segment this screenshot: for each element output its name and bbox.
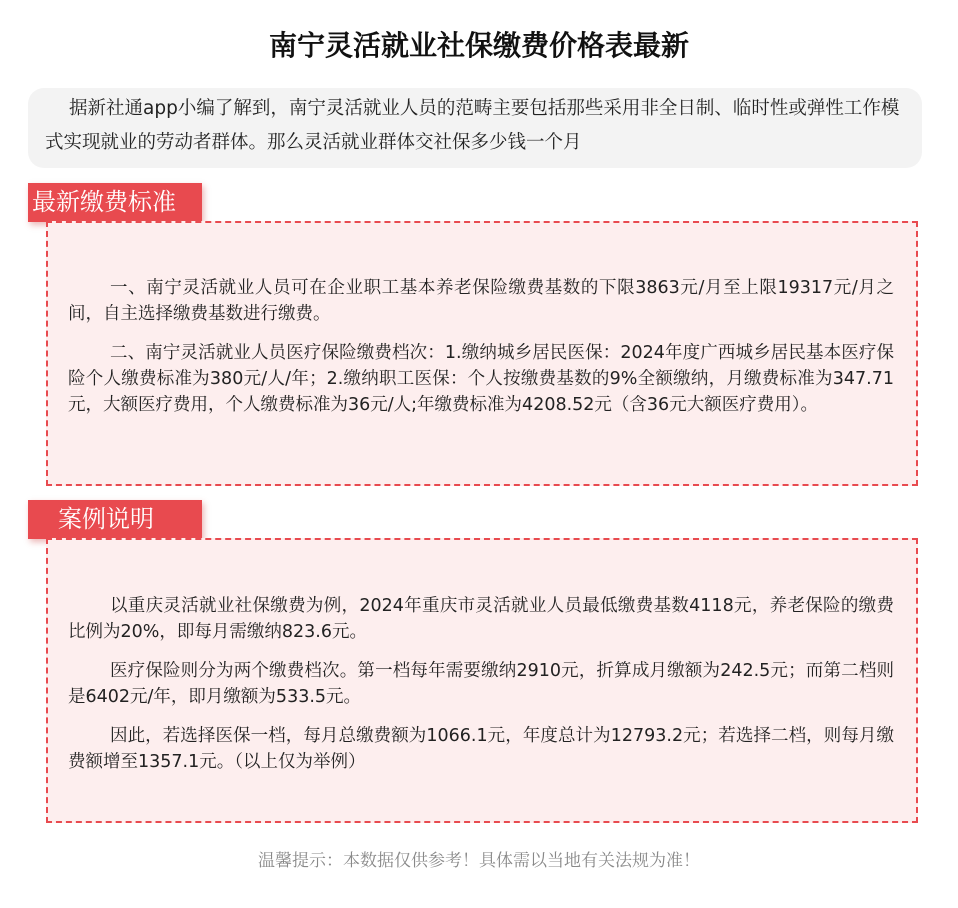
page-title: 南宁灵活就业社保缴费价格表最新	[268, 29, 689, 62]
intro-text: 据新社通app小编了解到，南宁灵活就业人员的范畴主要包括那些采用非全日制、临时性或弹性工作模式实现就业的劳动者群体。那么灵活就业群体交社保多少钱一个月	[45, 98, 900, 153]
paragraph: 二、南宁灵活就业人员医疗保险缴费档次：1.缴纳城乡居民医保：2024年度广西城乡居民基本医疗保险个人缴费标准为380元/人/年；2.缴纳职工医保：个人按缴费基数的9%全额缴纳，月缴费标准为347.71元，大额医疗费用，个人缴费标准为36元/人;年缴费标准为4208.52元（含36元大额医疗费用）。	[68, 343, 894, 415]
intro-box	[28, 88, 922, 168]
paragraph: 医疗保险则分为两个缴费档次。第一档每年需要缴纳2910元，折算成月缴额为242.5元；而第二档则是6402元/年，即月缴额为533.5元。	[68, 661, 894, 707]
paragraph: 因此，若选择医保一档，每月总缴费额为1066.1元，年度总计为12793.2元；若选择二档，则每月缴费额增至1357.1元。（以上仅为举例）	[68, 726, 894, 772]
footer-note: 温馨提示：本数据仅供参考！具体需以当地有关法规为准！	[258, 851, 700, 871]
section-label-standard: 最新缴费标准	[28, 183, 202, 222]
section-label-example: 案例说明	[28, 500, 202, 539]
paragraph: 以重庆灵活就业社保缴费为例，2024年重庆市灵活就业人员最低缴费基数4118元，养老保险的缴费比例为20%，即每月需缴纳823.6元。	[68, 596, 894, 642]
section-box-example	[46, 538, 918, 823]
paragraph: 一、南宁灵活就业人员可在企业职工基本养老保险缴费基数的下限3863元/月至上限19317元/月之间，自主选择缴费基数进行缴费。	[68, 278, 894, 324]
section-box-standard	[46, 221, 918, 486]
